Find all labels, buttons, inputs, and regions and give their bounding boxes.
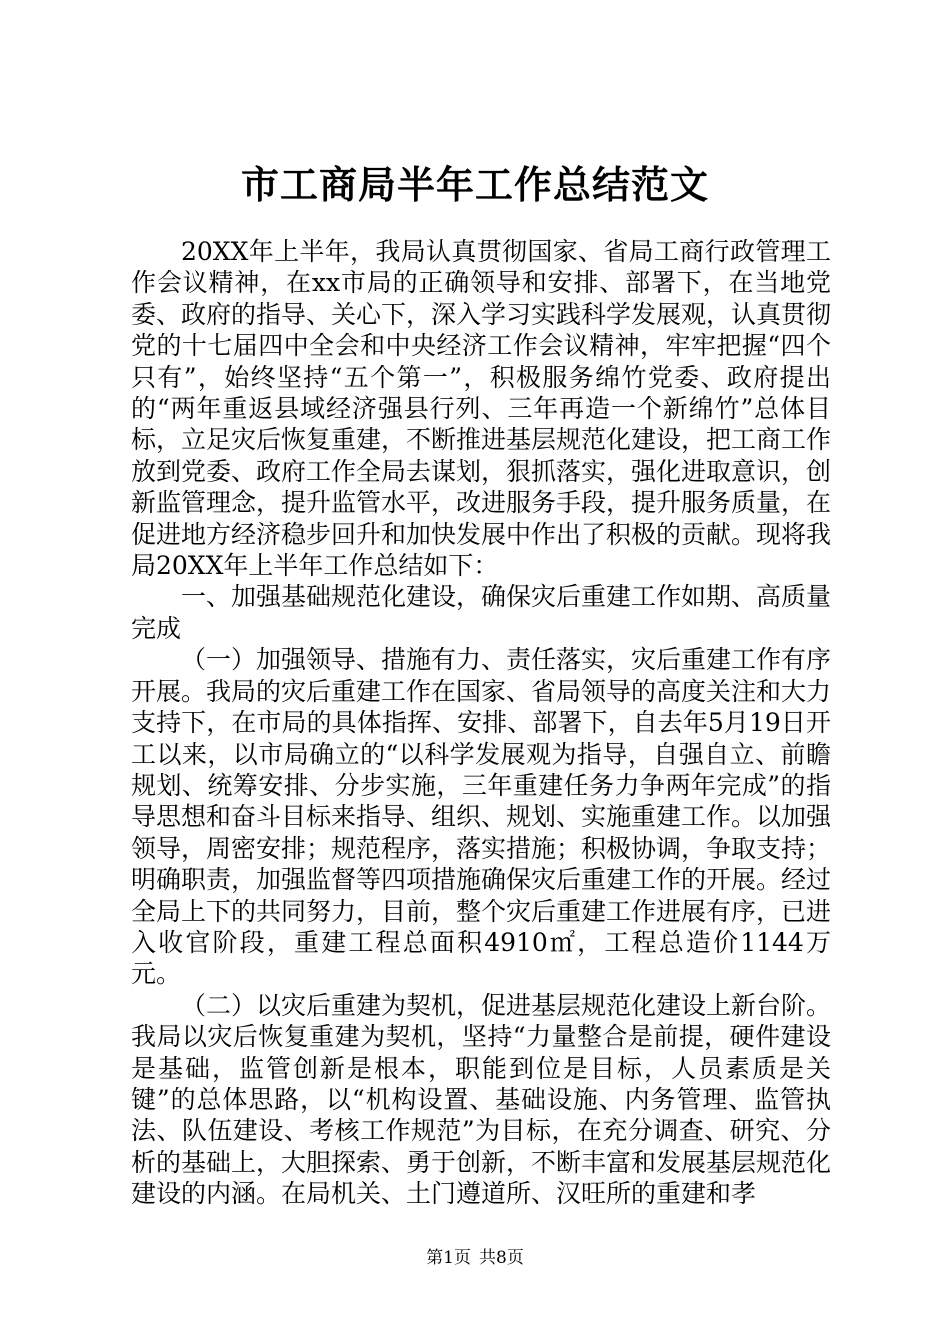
page-total: 共8页: [479, 1248, 524, 1268]
paragraph-section-1-2: （二）以灾后重建为契机，促进基层规范化建设上新台阶。我局以灾后恢复重建为契机，坚持“力量整合是前提，硬件建设是基础，监管创新是根本，职能到位是目标，人员素质是关键”的总体思路，以“机构设置、基础设施、内务管理、监管执法、队伍建设、考核工作规范”为目标，在充分调查、研究、分析的基础上，大胆探索、勇于创新，不断丰富和发展基层规范化建设的内涵。在局机关、土门遵道所、汉旺所的重建和孝: [131, 990, 832, 1209]
paragraph-section-1-1: （一）加强领导、措施有力、责任落实，灾后重建工作有序开展。我局的灾后重建工作在国家、省局领导的高度关注和大力支持下，在市局的具体指挥、安排、部署下，自去年5月19日开工以来，以市局确立的“以科学发展观为指导，自强自立、前瞻规划、统筹安排、分步实施，三年重建任务力争两年完成”的指导思想和奋斗目标来指导、组织、规划、实施重建工作。以加强领导，周密安排；规范程序，落实措施；积极协调，争取支持；明确职责，加强监督等四项措施确保灾后重建工作的开展。经过全局上下的共同努力，目前，整个灾后重建工作进展有序，已进入收官阶段，重建工程总面积4910㎡，工程总造价1144万元。: [131, 645, 832, 989]
document-body: [131, 236, 831, 1210]
paragraph-intro: 20XX年上半年，我局认真贯彻国家、省局工商行政管理工作会议精神，在xx市局的正确领导和安排、部署下，在当地党委、政府的指导、关心下，深入学习实践科学发展观，认真贯彻党的十七届四中全会和中央经济工作会议精神，牢牢把握“四个只有”，始终坚持“五个第一”，积极服务绵竹党委、政府提出的“两年重返县域经济强县行列、三年再造一个新绵竹”总体目标，立足灾后恢复重建，不断推进基层规范化建设，把工商工作放到党委、政府工作全局去谋划，狠抓落实，强化进取意识，创新监管理念，提升监管水平，改进服务手段，提升服务质量，在促进地方经济稳步回升和加快发展中作出了积极的贡献。现将我局20XX年上半年工作总结如下：: [131, 237, 832, 581]
paragraph-heading-1: 一、加强基础规范化建设，确保灾后重建工作如期、高质量完成: [131, 582, 832, 643]
page-number: 第1页: [426, 1248, 471, 1268]
document-title: 市工商局半年工作总结范文: [240, 162, 709, 207]
page-footer: [0, 1246, 950, 1270]
